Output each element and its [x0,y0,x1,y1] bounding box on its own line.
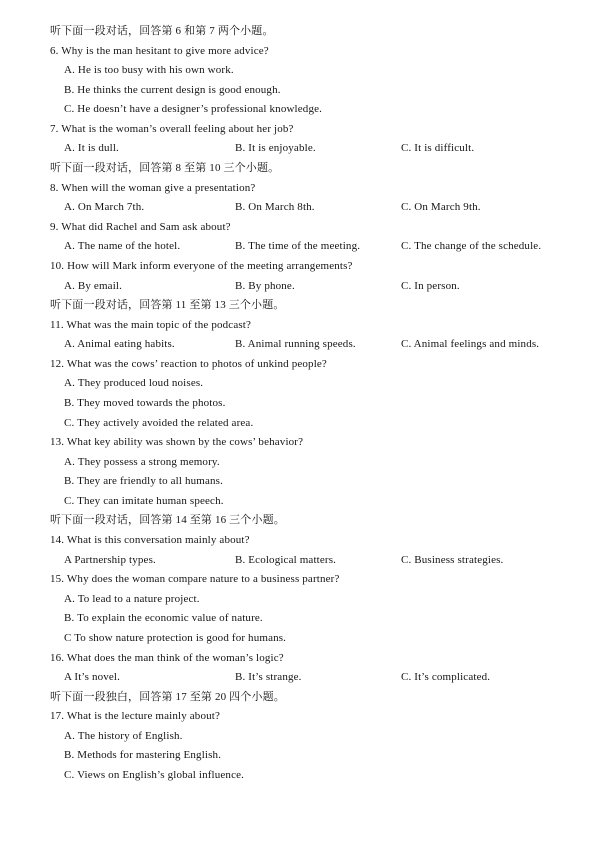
option-a: A. He is too busy with his own work. [64,64,234,77]
option-c: C To show nature protection is good for humans. [64,631,287,644]
option-b: B. To explain the economic value of nature. [64,612,263,625]
question-stem: 8. When will the woman give a presentation? [50,181,256,194]
option-a: A Partnership types. [64,553,156,566]
option-c: C. They actively avoided the related area. [64,416,254,429]
option-c: C. On March 9th. [401,201,481,214]
option-c: C. Animal feelings and minds. [401,338,540,351]
question-stem: 9. What did Rachel and Sam ask about? [50,220,231,233]
option-row [0,139,596,159]
option-b: B. Ecological matters. [235,553,337,566]
option-row [0,668,596,688]
question-stem: 12. What was the cows’ reaction to photos of unkind people? [50,357,327,370]
option-a: A. The history of English. [64,729,183,742]
option-row [0,198,596,218]
option-c: C. It is difficult. [401,142,475,155]
option-c: C. It’s complicated. [401,671,491,684]
section-header: 听下面一段对话，回答第 14 至第 16 三个小题。 [50,514,285,527]
option-row [0,237,596,257]
question-stem: 11. What was the main topic of the podcast? [50,318,252,331]
section-header: 听下面一段对话，回答第 11 至第 13 三个小题。 [50,299,285,312]
question-stem: 13. What key ability was shown by the cows’ behavior? [50,436,304,449]
option-a: A. It is dull. [64,142,119,155]
option-c: C. In person. [401,279,460,292]
option-c: C. They can imitate human speech. [64,494,224,507]
option-a: A. To lead to a nature project. [64,592,200,605]
section-header: 听下面一段对话，回答第 6 和第 7 两个小题。 [50,25,274,37]
question-stem: 17. What is the lecture mainly about? [50,710,220,723]
option-b: B. By phone. [235,279,295,292]
option-b: B. They are friendly to all humans. [64,475,224,488]
option-c: C. Business strategies. [401,553,504,566]
option-a: A. Animal eating habits. [64,338,175,351]
option-row [0,551,596,571]
option-row [0,277,596,297]
option-b: B. It’s strange. [235,671,302,684]
option-a: A. They possess a strong memory. [64,455,220,468]
option-c: C. Views on English’s global influence. [64,768,245,781]
option-a: A. On March 7th. [64,201,145,214]
question-stem: 10. How will Mark inform everyone of the meeting arrangements? [50,259,353,272]
option-b: B. Methods for mastering English. [64,749,222,762]
question-stem: 14. What is this conversation mainly about? [50,534,250,547]
option-b: B. It is enjoyable. [235,142,316,155]
option-b: B. He thinks the current design is good enough. [64,83,281,96]
section-header: 听下面一段独白，回答第 17 至第 20 四个小题。 [50,690,285,703]
option-c: C. The change of the schedule. [401,240,542,253]
option-b: B. They moved towards the photos. [64,396,226,409]
question-stem: 15. Why does the woman compare nature to a business partner? [50,573,340,586]
question-stem: 6. Why is the man hesitant to give more advice? [50,44,269,57]
option-b: B. The time of the meeting. [235,240,361,253]
question-stem: 7. What is the woman’s overall feeling about her job? [50,122,294,135]
section-header: 听下面一段对话，回答第 8 至第 10 三个小题。 [50,162,280,175]
option-a: A. The name of the hotel. [64,240,181,253]
option-c: C. He doesn’t have a designer’s professional knowledge. [64,103,323,116]
question-stem: 16. What does the man think of the woman’s logic? [50,651,284,664]
option-b: B. On March 8th. [235,201,315,214]
option-a: A It’s novel. [64,671,121,684]
option-b: B. Animal running speeds. [235,338,356,351]
option-a: A. By email. [64,279,123,292]
option-a: A. They produced loud noises. [64,377,204,390]
option-row [0,335,596,355]
